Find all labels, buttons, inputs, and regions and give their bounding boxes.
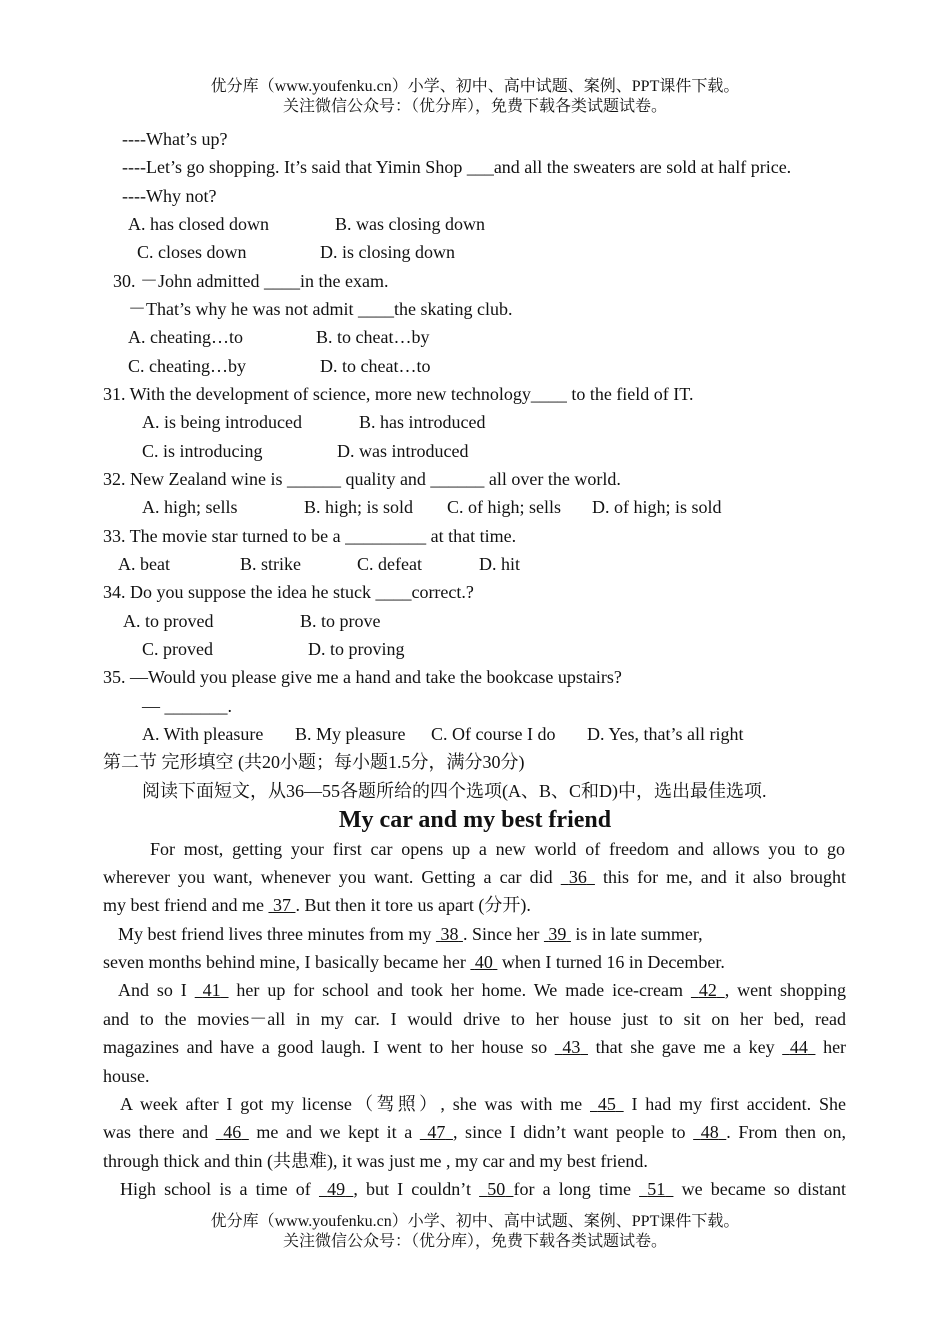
q32-option-b: B. high; is sold [304,497,414,517]
passage-line: house. [103,1066,150,1086]
q35-stem: 35. —Would you please give me a hand and take the bookcase upstairs? [103,667,622,687]
q30-option-a: A. cheating…to [128,327,243,347]
q31-option-a: A. is being introduced [142,412,302,432]
q29-option-c: C. closes down [137,242,247,262]
q29-option-d: D. is closing down [320,242,455,262]
q33-option-b: B. strike [240,554,301,574]
section-heading: 第二节 完形填空 (共20小题；每小题1.5分，满分30分) [103,752,525,772]
q33-option-c: C. defeat [357,554,422,574]
q29-option-b: B. was closing down [335,214,485,234]
blank-46: 46 [223,1122,242,1142]
q35-option-a: A. With pleasure [142,724,264,744]
q29-dialog-3: ----Why not? [122,186,217,206]
section-instruction: 阅读下面短文，从36—55各题所给的四个选项(A、B、C和D)中，选出最佳选项. [142,781,767,801]
passage-line: High school is a time of 49 , but I couldn’t 50 for a long time 51 we became so distant [120,1179,847,1199]
passage-line: For most, getting your first car opens up a new world of freedom and allows you to go [150,839,845,859]
passage-line: was there and 46 me and we kept it a 47 , since I didn’t want people to 48 . From then on, [103,1122,847,1142]
blank-49: 49 [327,1179,346,1199]
blank-42: 42 [698,980,717,1000]
q34-stem: 34. Do you suppose the idea he stuck ____correct.? [103,582,474,602]
q30-option-c: C. cheating…by [128,356,246,376]
footer-line-2: 关注微信公众号：（优分库），免费下载各类试题试卷。 [282,1233,667,1250]
passage-line: seven months behind mine, I basically became her 40 when I turned 16 in December. [103,952,725,972]
q31-option-c: C. is introducing [142,441,263,461]
q30-stem: 30. －John admitted ____in the exam. [113,271,389,291]
blank-44: 44 [789,1037,808,1057]
q30-dialog-2: －That’s why he was not admit ____the skating club. [128,299,513,319]
q32-option-a: A. high; sells [142,497,238,517]
q33-stem: 33. The movie star turned to be a _________ at that time. [103,526,517,546]
q35-option-b: B. My pleasure [295,724,406,744]
q30-option-d: D. to cheat…to [320,356,431,376]
blank-39: 39 [548,924,567,944]
q31-option-b: B. has introduced [359,412,486,432]
passage-title: My car and my best friend [338,807,612,833]
q32-option-d: D. of high; is sold [592,497,722,517]
q35-option-c: C. Of course I do [431,724,556,744]
passage-line: A week after I got my license（驾照）, she was with me 45 I had my first accident. She [120,1094,847,1114]
q34-option-b: B. to prove [300,611,381,631]
q31-stem: 31. With the development of science, more new technology____ to the field of IT. [103,384,694,404]
header-line-2: 关注微信公众号：（优分库），免费下载各类试题试卷。 [282,98,667,115]
passage-line: through thick and thin (共患难), it was just me , my car and my best friend. [103,1151,648,1171]
q34-option-d: D. to proving [308,639,405,659]
blank-36: 36 [568,867,587,887]
blank-43: 43 [562,1037,581,1057]
q33-option-d: D. hit [479,554,521,574]
q32-option-c: C. of high; sells [447,497,562,517]
q29-dialog-2: ----Let’s go shopping. It’s said that Yimin Shop ___and all the sweaters are sold at half price. [122,157,792,177]
passage-line: my best friend and me 37 . But then it tore us apart (分开). [103,895,531,915]
blank-50: 50 [487,1179,506,1199]
q34-option-c: C. proved [142,639,213,659]
passage-line: and to the movies－all in my car. I would drive to her house just to sit on her bed, read [103,1009,846,1029]
footer-line-1: 优分库（www.youfenku.cn）小学、初中、高中试题、案例、PPT课件下载。 [210,1213,740,1230]
blank-41: 41 [202,980,221,1000]
q34-option-a: A. to proved [123,611,214,631]
blank-45: 45 [597,1094,616,1114]
q29-dialog-1: ----What’s up? [122,129,228,149]
header-line-1: 优分库（www.youfenku.cn）小学、初中、高中试题、案例、PPT课件下载。 [210,78,740,95]
blank-47: 47 [427,1122,446,1142]
blank-51: 51 [647,1179,666,1199]
blank-38: 38 [440,924,459,944]
q35-option-d: D. Yes, that’s all right [587,724,744,744]
q31-option-d: D. was introduced [337,441,469,461]
blank-48: 48 [700,1122,719,1142]
q32-stem: 32. New Zealand wine is ______ quality and ______ all over the world. [103,469,621,489]
q29-option-a: A. has closed down [128,214,269,234]
q35-dialog-2: — _______. [142,696,232,716]
q30-option-b: B. to cheat…by [316,327,430,347]
passage-line: magazines and have a good laugh. I went to her house so 43 that she gave me a key 44 her [103,1037,847,1057]
blank-40: 40 [474,952,493,972]
passage-line: wherever you want, whenever you want. Getting a car did 36 this for me, and it also brought [103,867,847,887]
passage-line: My best friend lives three minutes from my 38 . Since her 39 is in late summer, [118,924,703,944]
blank-37: 37 [272,895,291,915]
passage-line: And so I 41 her up for school and took her home. We made ice-cream 42 , went shopping [118,980,847,1000]
q33-option-a: A. beat [118,554,170,574]
